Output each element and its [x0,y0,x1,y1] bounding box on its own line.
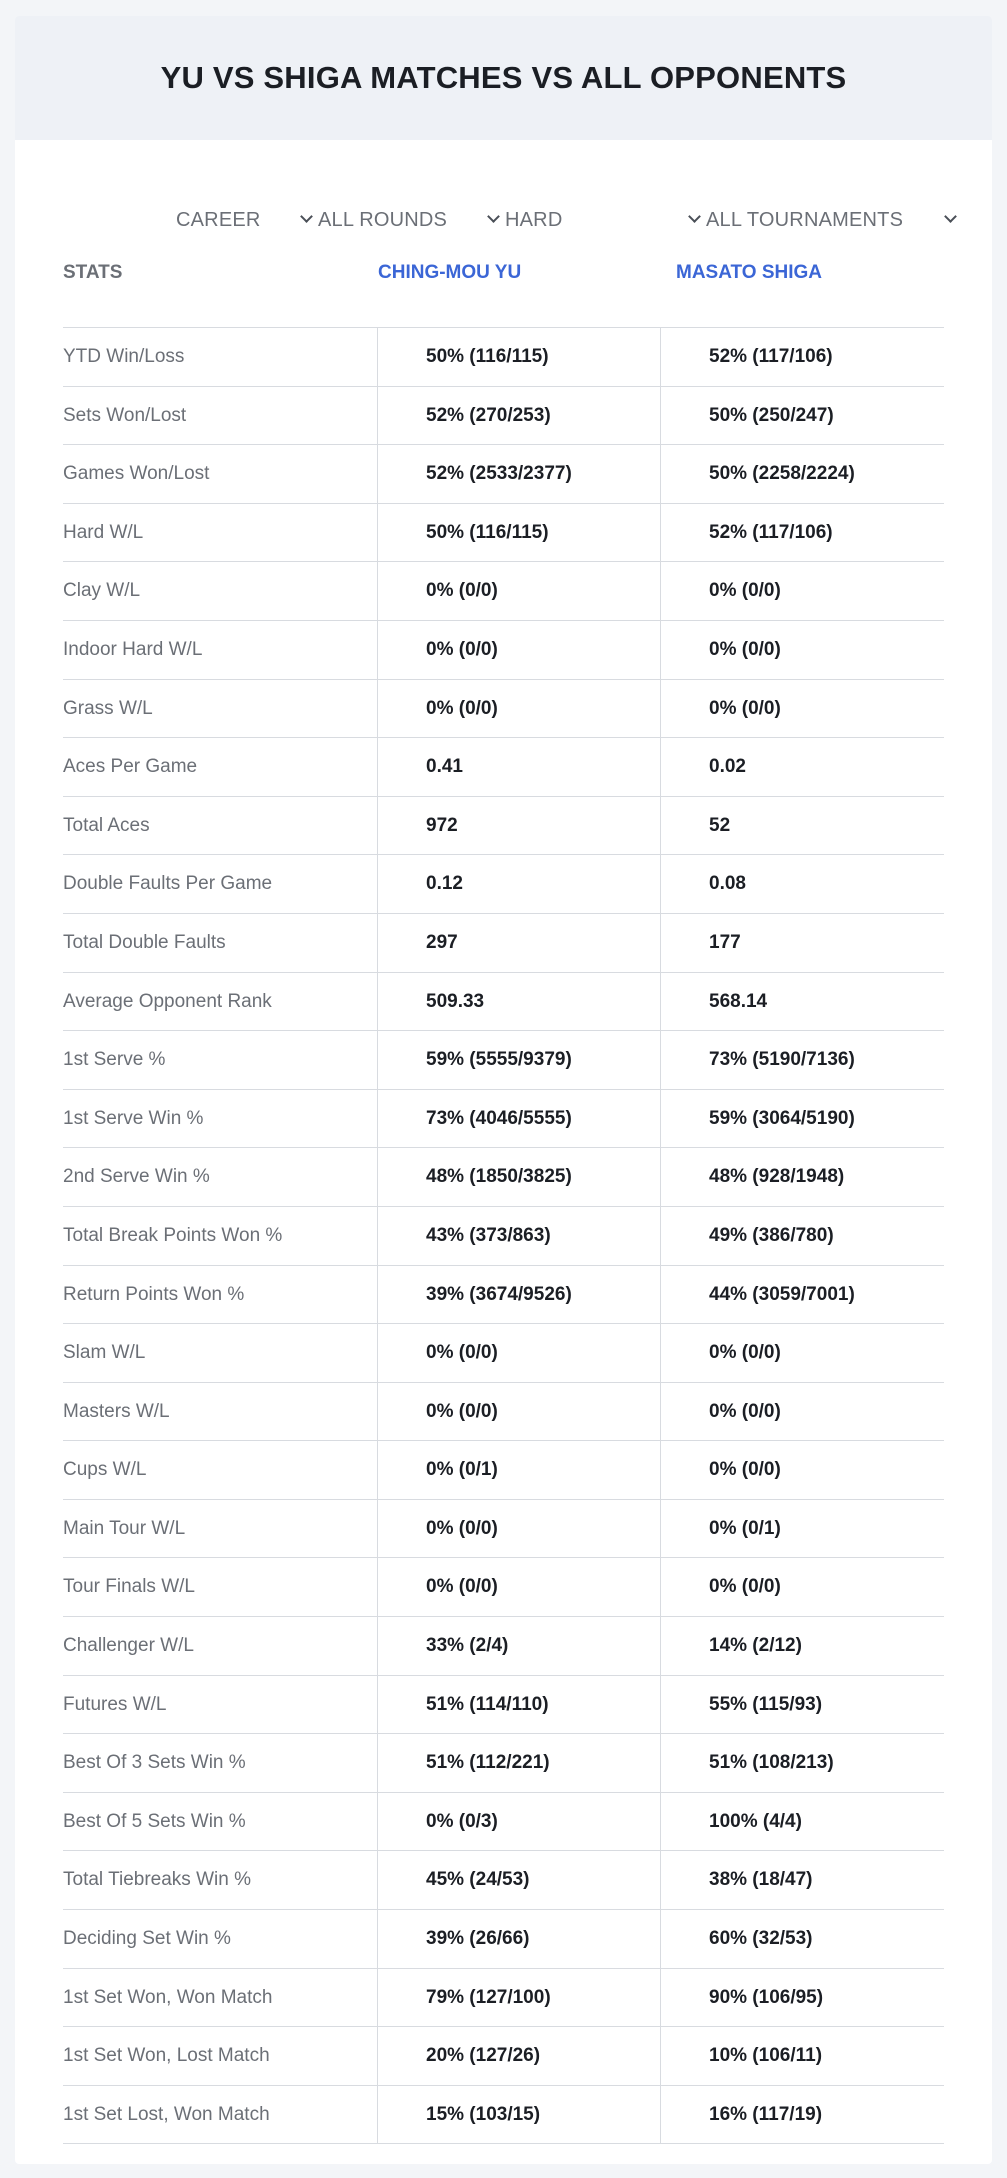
player1-value: 0% (0/0) [377,1324,660,1382]
player2-value: 52 [660,797,944,855]
player1-value: 20% (127/26) [377,2027,660,2085]
player1-value: 0% (0/3) [377,1793,660,1851]
surface-select[interactable] [505,192,700,248]
player2-value: 0% (0/1) [660,1500,944,1558]
stat-label: 1st Serve % [63,1049,166,1071]
table-row [63,1090,944,1149]
chevron-down-icon [688,212,700,224]
stat-label: 1st Set Lost, Won Match [63,2103,270,2125]
table-row [63,1558,944,1617]
table-row [63,1324,944,1383]
player1-value: 52% (2533/2377) [377,445,660,503]
player2-value: 16% (117/19) [660,2086,944,2144]
player2-value: 44% (3059/7001) [660,1266,944,1324]
stat-label: 1st Set Won, Won Match [63,1986,273,2008]
rounds-select-value: ALL ROUNDS [318,208,448,231]
table-row [63,562,944,621]
filter-bar [15,192,992,248]
chevron-down-icon [487,212,499,224]
player2-value: 0% (0/0) [660,1383,944,1441]
player1-value: 52% (270/253) [377,387,660,445]
player1-value: 297 [377,914,660,972]
table-row [63,1266,944,1325]
player2-value: 14% (2/12) [660,1617,944,1675]
player1-value: 0% (0/0) [377,1500,660,1558]
player2-value: 0.02 [660,738,944,796]
table-row [63,680,944,739]
table-row [63,328,944,387]
player2-value: 0% (0/0) [660,680,944,738]
player2-value: 177 [660,914,944,972]
stat-label: Challenger W/L [63,1635,194,1657]
stat-label: Main Tour W/L [63,1517,186,1539]
table-row [63,1383,944,1442]
player1-value: 50% (116/115) [377,328,660,386]
player1-value: 15% (103/15) [377,2086,660,2144]
player2-value: 52% (117/106) [660,504,944,562]
table-row [63,1793,944,1852]
player2-value: 10% (106/11) [660,2027,944,2085]
player1-value: 0.12 [377,855,660,913]
tournaments-select[interactable] [706,192,956,248]
card-header [15,16,992,140]
player2-value: 48% (928/1948) [660,1148,944,1206]
player1-value: 45% (24/53) [377,1851,660,1909]
stat-label: Futures W/L [63,1693,167,1715]
table-row [63,1500,944,1559]
player2-value: 0% (0/0) [660,1441,944,1499]
player1-value: 51% (114/110) [377,1676,660,1734]
player2-value: 50% (2258/2224) [660,445,944,503]
table-row [63,1207,944,1266]
player2-column-header[interactable]: MASATO SHIGA [676,262,823,283]
player2-value: 0% (0/0) [660,1558,944,1616]
table-row [63,1851,944,1910]
table-row [63,797,944,856]
player1-value: 0% (0/1) [377,1441,660,1499]
player2-value: 0% (0/0) [660,562,944,620]
stat-label: Sets Won/Lost [63,404,187,426]
player2-value: 52% (117/106) [660,328,944,386]
player1-value: 0% (0/0) [377,1558,660,1616]
stat-label: YTD Win/Loss [63,346,185,367]
stat-label: Grass W/L [63,697,153,719]
stats-card [15,16,992,2164]
player2-value: 100% (4/4) [660,1793,944,1851]
player2-value: 0.08 [660,855,944,913]
player2-value: 50% (250/247) [660,387,944,445]
stat-label: Total Tiebreaks Win % [63,1869,251,1891]
stat-label: Average Opponent Rank [63,990,272,1012]
player2-value: 55% (115/93) [660,1676,944,1734]
player1-value: 43% (373/863) [377,1207,660,1265]
player2-value: 73% (5190/7136) [660,1031,944,1089]
player1-value: 79% (127/100) [377,1969,660,2027]
player1-value: 0.41 [377,738,660,796]
stat-label: Total Break Points Won % [63,1224,283,1246]
player1-column-header[interactable]: CHING-MOU YU [378,262,522,283]
table-row [63,504,944,563]
table-row [63,1676,944,1735]
stat-label: Cups W/L [63,1459,147,1481]
table-row [63,1148,944,1207]
table-row [63,738,944,797]
stat-label: Aces Per Game [63,756,198,778]
stat-label: Hard W/L [63,521,144,543]
chevron-down-icon [944,212,956,224]
player2-value: 51% (108/213) [660,1734,944,1792]
table-row [63,973,944,1032]
player2-value: 49% (386/780) [660,1207,944,1265]
player1-value: 73% (4046/5555) [377,1090,660,1148]
player2-value: 60% (32/53) [660,1910,944,1968]
stat-label: Best Of 3 Sets Win % [63,1752,246,1774]
table-row [63,914,944,973]
table-row [63,387,944,446]
page-title: YU VS SHIGA MATCHES VS ALL OPPONENTS [160,60,847,95]
player2-value: 568.14 [660,973,944,1031]
table-row [63,1617,944,1676]
stat-label: Slam W/L [63,1342,146,1364]
player1-value: 972 [377,797,660,855]
player1-value: 50% (116/115) [377,504,660,562]
player2-value: 90% (106/95) [660,1969,944,2027]
player2-value: 0% (0/0) [660,1324,944,1382]
stat-label: Double Faults Per Game [63,873,273,895]
player1-value: 0% (0/0) [377,680,660,738]
stat-label: 2nd Serve Win % [63,1166,210,1188]
stats-column-header: STATS [63,262,123,283]
player2-value: 0% (0/0) [660,621,944,679]
stat-label: Games Won/Lost [63,463,210,485]
player1-value: 39% (3674/9526) [377,1266,660,1324]
stat-label: Indoor Hard W/L [63,638,203,660]
period-select[interactable] [176,192,312,248]
stat-label: 1st Serve Win % [63,1107,204,1129]
table-row [63,1441,944,1500]
player1-value: 51% (112/221) [377,1734,660,1792]
table-row [63,1734,944,1793]
table-row [63,621,944,680]
player1-value: 0% (0/0) [377,1383,660,1441]
stat-label: Total Aces [63,814,150,836]
player1-value: 48% (1850/3825) [377,1148,660,1206]
surface-select-value: HARD [505,208,563,231]
player1-value: 509.33 [377,973,660,1031]
player1-value: 0% (0/0) [377,621,660,679]
stat-label: Deciding Set Win % [63,1928,231,1950]
period-select-value: CAREER [176,208,261,231]
stat-label: Clay W/L [63,580,141,602]
table-row [63,445,944,504]
rounds-select[interactable] [318,192,499,248]
table-row [63,855,944,914]
stat-label: 1st Set Won, Lost Match [63,2045,270,2067]
stat-label: Tour Finals W/L [63,1576,195,1598]
player1-value: 0% (0/0) [377,562,660,620]
stat-label: Masters W/L [63,1400,170,1422]
player1-value: 59% (5555/9379) [377,1031,660,1089]
player1-value: 39% (26/66) [377,1910,660,1968]
stat-label: Best Of 5 Sets Win % [63,1810,246,1832]
player1-value: 33% (2/4) [377,1617,660,1675]
table-row [63,2027,944,2086]
stat-label: Return Points Won % [63,1283,245,1305]
tournaments-select-value: ALL TOURNAMENTS [706,208,904,231]
table-row [63,1969,944,2028]
table-row [63,2086,944,2145]
stats-table-body [63,328,944,2144]
table-row [63,1031,944,1090]
table-row [63,1910,944,1969]
chevron-down-icon [300,212,312,224]
player2-value: 59% (3064/5190) [660,1090,944,1148]
table-header [63,252,944,328]
player2-value: 38% (18/47) [660,1851,944,1909]
stat-label: Total Double Faults [63,931,226,953]
